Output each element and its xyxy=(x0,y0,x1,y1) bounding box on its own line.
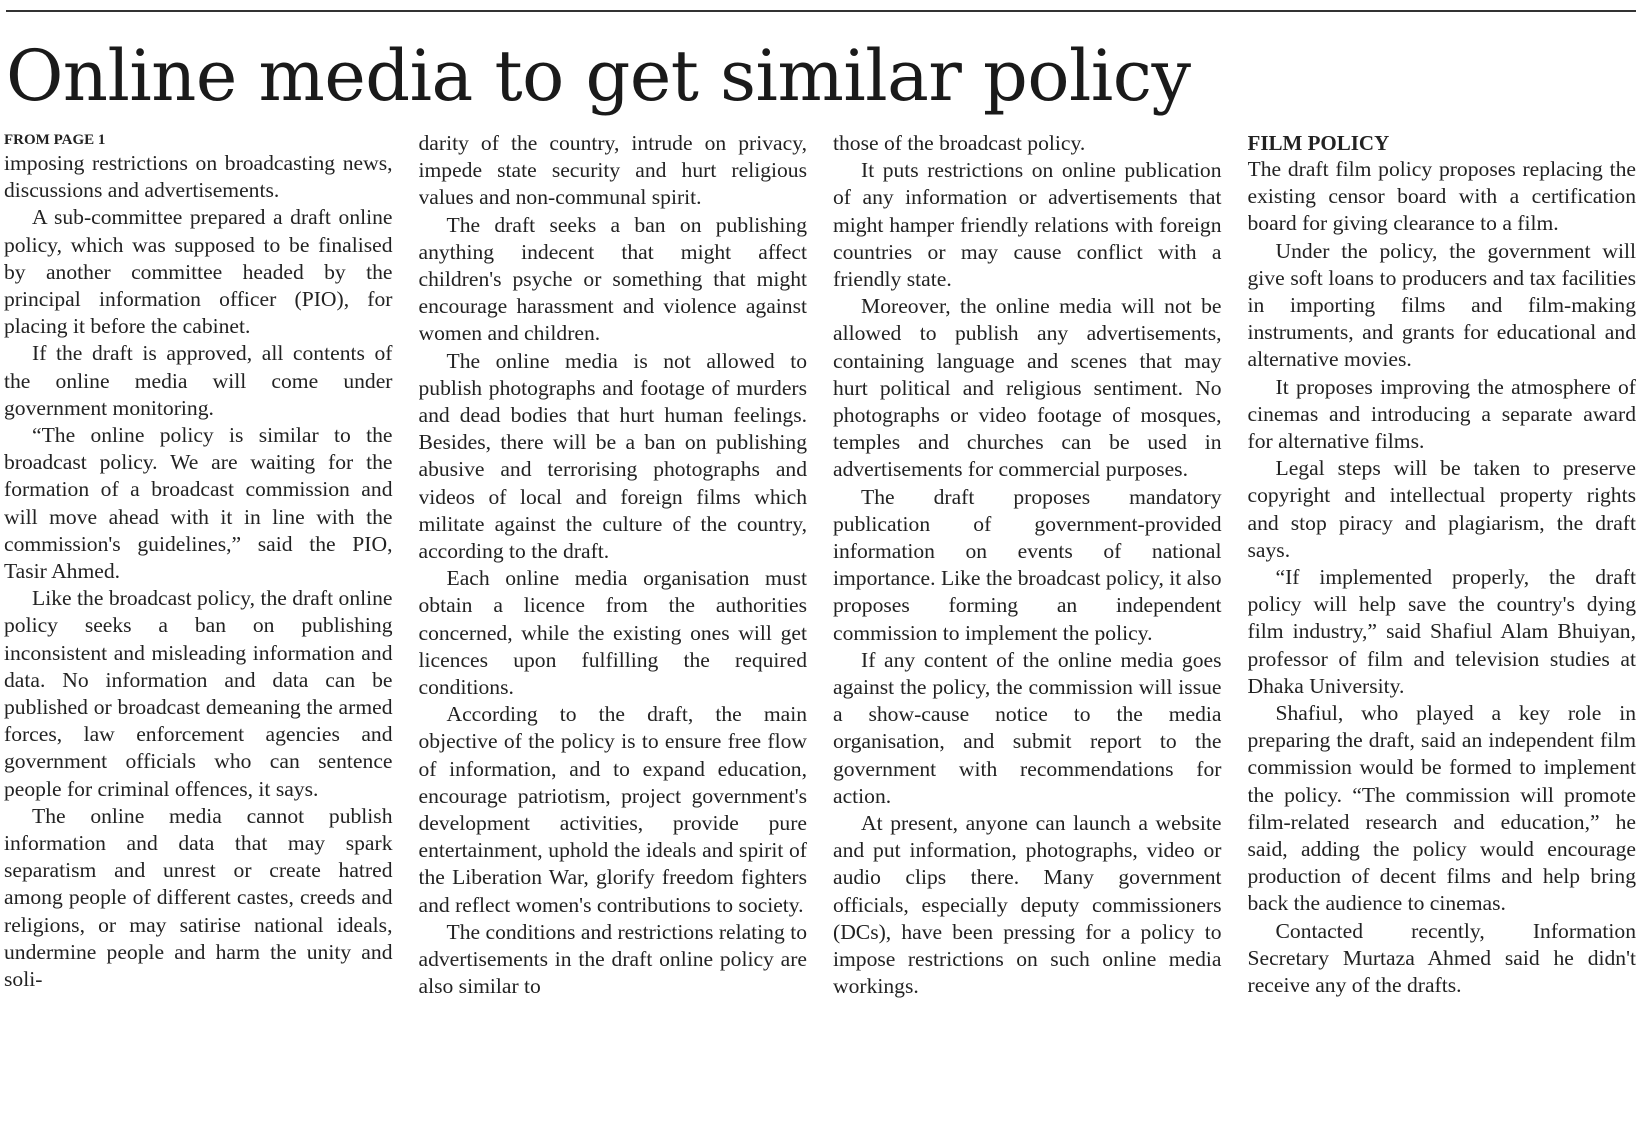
column-4 xyxy=(1248,130,1637,1120)
section-heading: FILM POLICY xyxy=(1247,131,1390,155)
paragraph: The draft seeks a ban on publishing anything indecent that might affect children's psyche or something that might encourage harassment and violence against women and children. xyxy=(418,212,807,346)
top-rule xyxy=(6,10,1636,12)
paragraph: Each online media organisation must obtain a licence from the authorities concerned, while the existing ones will get licences upon fulfilling the required conditions. xyxy=(418,566,807,700)
paragraph: The online media is not allowed to publish photographs and footage of murders and dead bodies that hurt human feelings. Besides, there will be a ban on publishing abusive and terrorising photographs and videos of local and foreign films which militate against the culture of the country, according to the draft. xyxy=(418,348,807,564)
article-body xyxy=(4,130,1636,1120)
paragraph: darity of the country, intrude on privacy, impede state security and hurt religious values and non-communal spirit. xyxy=(418,131,807,210)
headline: Online media to get similar policy xyxy=(6,35,1191,117)
paragraph: It proposes improving the atmosphere of cinemas and introducing a separate award for alternative films. xyxy=(1247,374,1636,454)
column-1 xyxy=(4,130,393,1120)
paragraph: imposing restrictions on broadcasting news, discussions and advertisements. xyxy=(4,151,393,203)
paragraph: Like the broadcast policy, the draft online policy seeks a ban on publishing inconsistent and misleading information and data. No information and data can be published or broadcast demeaning the armed forces, law enforcement agencies and government officials who can sentence people for criminal offences, it says. xyxy=(4,586,393,801)
paragraph: At present, anyone can launch a website and put information, photographs, video or audio clips there. Many government officials, especially deputy commissioners (DCs), have been pressing for a policy to impose restrictions on such online media workings. xyxy=(833,811,1222,999)
paragraph: Legal steps will be taken to preserve copyright and intellectual property rights and stop piracy and plagiarism, the draft says. xyxy=(1247,456,1636,562)
paragraph: “The online policy is similar to the broadcast policy. We are waiting for the formation of a broadcast commission and will move ahead with it in line with the commission's guidelines,” said the PIO, Tasir Ahmed. xyxy=(4,423,393,584)
paragraph: those of the broadcast policy. xyxy=(833,131,1086,155)
paragraph: Under the policy, the government will give soft loans to producers and tax facilities in importing films and film-making instruments, and grants for educational and alternative movies. xyxy=(1247,238,1636,372)
column-3 xyxy=(833,130,1222,1120)
paragraph: The draft proposes mandatory publication of government-provided information on events of national importance. Like the broadcast policy, it also proposes forming an independent commission to implement the policy. xyxy=(833,484,1222,645)
paragraph: Contacted recently, Information Secretary Murtaza Ahmed said he didn't receive any of the drafts. xyxy=(1247,918,1636,998)
paragraph: If the draft is approved, all contents of the online media will come under government monitoring. xyxy=(4,341,393,420)
paragraph: According to the draft, the main objective of the policy is to ensure free flow of information, and to expand education, encourage patriotism, project government's development activities, provide pure entertainment, uphold the ideals and spirit of the Liberation War, glorify freedom fighters and reflect women's contributions to society. xyxy=(418,702,807,917)
column-2 xyxy=(419,130,808,1120)
paragraph: “If implemented properly, the draft policy will help save the country's dying film industry,” said Shafiul Alam Bhuiyan, professor of film and television studies at Dhaka University. xyxy=(1247,565,1636,698)
paragraph: The conditions and restrictions relating to advertisements in the draft online policy are also similar to xyxy=(418,919,807,999)
paragraph: It puts restrictions on online publication of any information or advertisements that might hamper friendly relations with foreign countries or may cause conflict with a friendly state. xyxy=(833,158,1222,292)
from-page-label: FROM PAGE 1 xyxy=(4,132,106,148)
paragraph: Shafiul, who played a key role in preparing the draft, said an independent film commission would be formed to implement the policy. “The commission will promote film-related research and education,” he said, adding the policy would encourage production of decent films and help bring back the audience to cinemas. xyxy=(1247,701,1636,916)
paragraph: If any content of the online media goes against the policy, the commission will issue a show-cause notice to the media organisation, and submit report to the government with recommendations for action. xyxy=(833,647,1222,808)
paragraph: The online media cannot publish information and data that may spark separatism and unrest or create hatred among people of different castes, creeds and religions, or may satirise national ideals, undermine people and harm the unity and soli- xyxy=(4,803,393,992)
paragraph: The draft film policy proposes replacing the existing censor board with a certification board for giving clearance to a film. xyxy=(1247,157,1636,236)
paragraph: Moreover, the online media will not be allowed to publish any advertisements, containing language and scenes that may hurt political and religious sentiment. No photographs or video footage of mosques, temples and churches can be used in advertisements for commercial purposes. xyxy=(833,294,1222,482)
paragraph: A sub-committee prepared a draft online policy, which was supposed to be finalised by another committee headed by the principal information officer (PIO), for placing it before the cabinet. xyxy=(4,205,393,339)
